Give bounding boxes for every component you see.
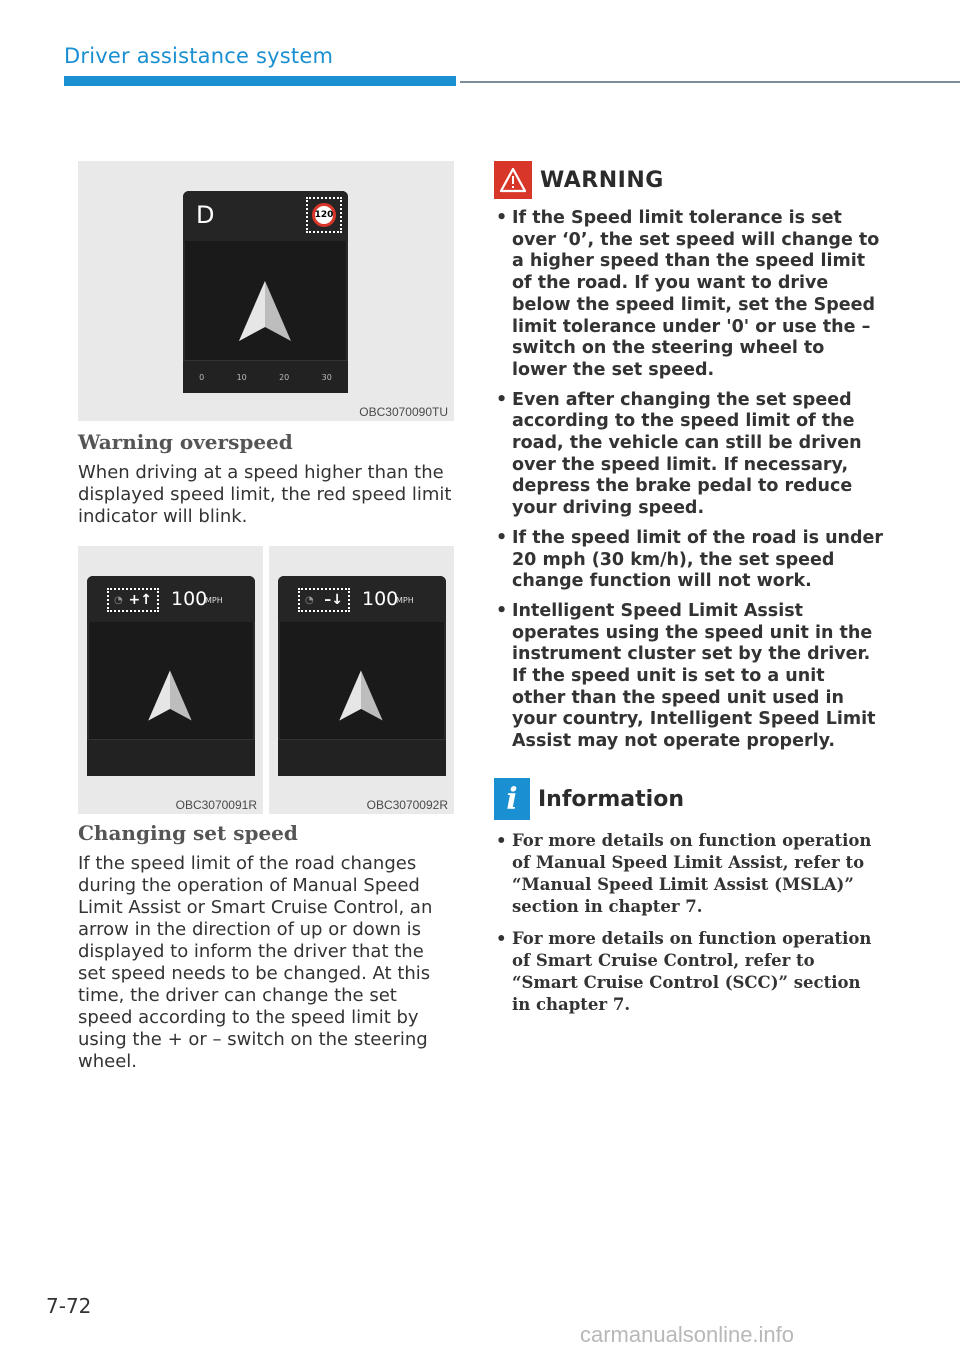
warning-badge [494,161,532,199]
information-title: Information [538,786,684,812]
figure-speed-down-cluster [269,546,454,814]
header-rule-thin [460,81,960,83]
speedometer-icon: ◔ [114,594,123,606]
warning-triangle-icon [499,167,527,193]
warning-list [494,208,884,761]
speed-unit: MPH [205,596,223,605]
arrow-down-icon: –↓ [324,592,343,608]
navigation-arrow-icon [336,668,386,728]
page-number: 7-72 [46,1294,92,1318]
navigation-arrow-icon [235,279,295,349]
list-item: • If the speed limit of the road is under 20 mph (30 km/h), the set speed change function will not work. [494,528,884,593]
speed-change-frame [298,588,350,612]
heading-changing-set-speed: Changing set speed [78,821,298,845]
figure-speed-limit-cluster [78,161,454,421]
paragraph-changing-set-speed: If the speed limit of the road changes during the operation of Manual Speed Limit Assist or Smart Cruise Control, an arrow in the direction of up or down is displayed to inform the driver that the set speed needs to be changed. At this time, the driver can change the set speed according to the speed limit by using the + or – switch on the steering wheel. [78,853,433,1072]
speed-change-frame [107,588,159,612]
heading-warning-overspeed: Warning overspeed [78,430,293,454]
navigation-arrow-icon [145,668,195,728]
figure-code: OBC3070091R [175,798,257,812]
cluster-screen [278,576,446,776]
speed-limit-sign-frame [306,197,342,233]
scale-tick: 10 [236,372,247,382]
figure-speed-up-cluster [78,546,263,814]
cluster-screen [87,576,255,776]
section-title: Driver assistance system [64,44,334,68]
speed-limit-sign: 120 [312,203,336,227]
header-rule-thick [64,76,456,86]
list-item: • Even after changing the set speed according to the speed limit of the road, the vehicle can still be driven over the speed limit. If necessary, depress the brake pedal to reduce your driving speed. [494,390,884,520]
figure-code: OBC3070090TU [359,405,448,419]
list-item: • For more details on function operation of Smart Cruise Control, refer to “Smart Cruise Control (SCC)” section in chapter 7. [494,928,884,1016]
speedometer-icon: ◔ [305,594,314,606]
info-icon: i [494,778,530,820]
scale-tick: 20 [279,372,290,382]
information-header [494,778,684,820]
set-speed-value: 100 [171,588,208,610]
warning-title: WARNING [540,167,664,193]
cluster-screen [183,191,348,393]
information-list [494,830,884,1026]
gear-indicator: D [196,201,215,229]
figure-code: OBC3070092R [366,798,448,812]
speed-scale [183,360,348,393]
list-item: • Intelligent Speed Limit Assist operates using the speed unit in the instrument cluster set by the driver. If the speed unit is set to a unit other than the speed unit used in your country, Intelligent Speed Limit Assist may not operate properly. [494,601,884,753]
watermark: carmanualsonline.info [580,1322,795,1347]
scale-tick: 0 [199,372,205,382]
list-item: • If the Speed limit tolerance is set over ‘0’, the set speed will change to a higher speed than the speed limit of the road. If you want to drive below the speed limit, set the Speed limit tolerance under '0' or use the – switch on the steering wheel to lower the set speed. [494,208,884,382]
list-item: • For more details on function operation of Manual Speed Limit Assist, refer to “Manual Speed Limit Assist (MSLA)” section in chapter 7. [494,830,884,918]
paragraph-warning-overspeed: When driving at a speed higher than the displayed speed limit, the red speed limit indicator will blink. [78,462,452,527]
warning-header [494,160,664,200]
arrow-up-icon: +↑ [128,592,152,608]
set-speed-value: 100 [362,588,399,610]
scale-tick: 30 [321,372,332,382]
speed-unit: MPH [396,596,414,605]
